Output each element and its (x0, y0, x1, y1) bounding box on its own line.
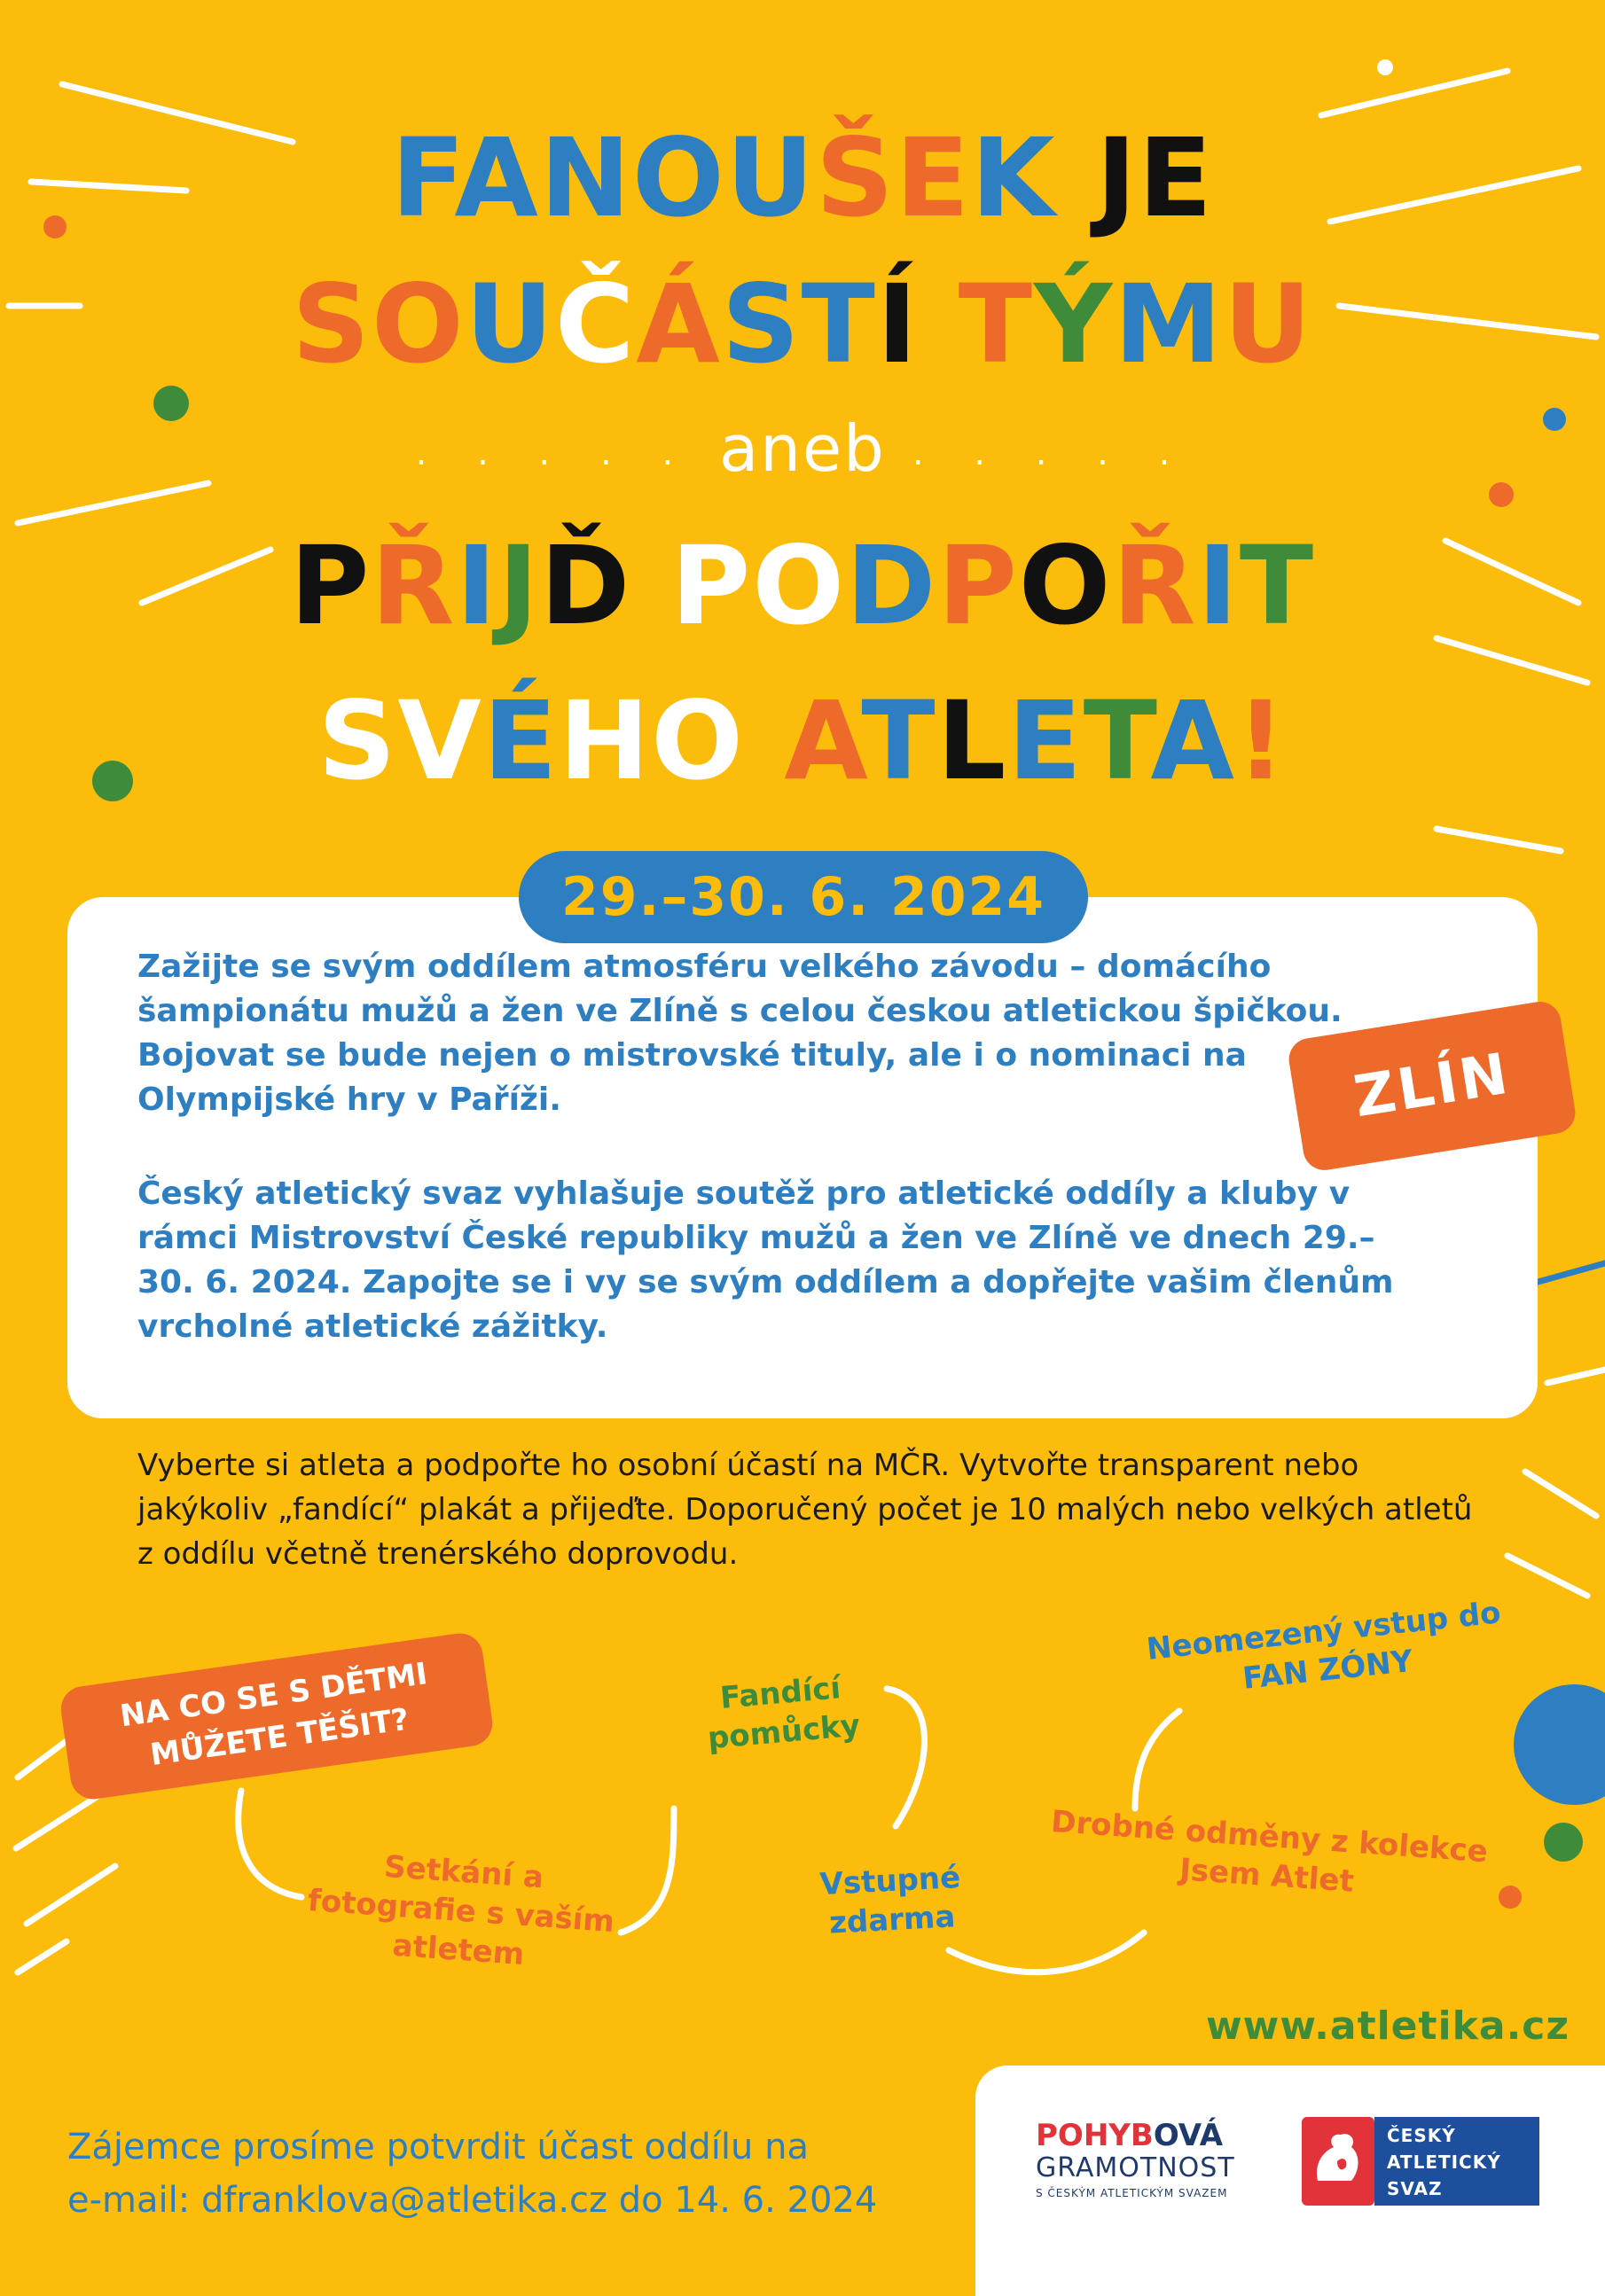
headline-letter: SV (317, 678, 483, 804)
benefit-fan-zone: Neomezený vstup do FAN ZÓNY (1145, 1595, 1503, 1697)
headline-letter: I (456, 523, 498, 649)
connector-dots-right: . . . . . (912, 433, 1190, 474)
headline-letter: P (631, 523, 753, 649)
cas-line-2: ATLETICKÝ (1387, 2152, 1501, 2173)
headline-letter: Ď (540, 523, 632, 649)
headline-letter: E (895, 115, 972, 241)
headline-connector (0, 411, 1605, 486)
headline-letter: U (465, 262, 555, 387)
headline-letter: O (1018, 523, 1113, 649)
cas-line-3: SVAZ (1387, 2178, 1443, 2199)
pg-logo-title (1036, 2119, 1266, 2152)
headline-letter: A (744, 678, 862, 804)
headline-letter: M (1114, 262, 1224, 387)
footer-line-2: e-mail: dfranklova@atletika.cz do 14. 6. 2024 (67, 2180, 878, 2221)
headline-letter: Ý (1034, 262, 1115, 387)
headline-letter: P (289, 523, 372, 649)
lion-icon (1302, 2117, 1374, 2206)
pg-logo-subtitle: GRAMOTNOST (1036, 2152, 1235, 2183)
headline-line-1 (0, 115, 1605, 241)
headline-letter: Ř (1112, 523, 1198, 649)
headline-letter: E (1007, 678, 1084, 804)
headline-letter: ST (721, 262, 877, 387)
headline-letter: K (971, 115, 1057, 241)
headline-letter: D (846, 523, 938, 649)
pg-word-1: POHYB (1036, 2118, 1154, 2153)
headline-letter: O (752, 523, 847, 649)
benefits-badge: NA CO SE S DĚTMI MŮŽETE TĚŠIT? (58, 1630, 495, 1802)
headline-letter: I (1197, 523, 1240, 649)
headline-letter: J (497, 523, 541, 649)
location-sign: ZLÍN (1286, 999, 1578, 1174)
headline-letter: L (936, 678, 1008, 804)
headline-word: FAN (391, 115, 633, 241)
headline-letter: T (919, 262, 1034, 387)
card-paragraph-1: Zažijte se svým oddílem atmosféru velkého závodu – domácího šampionátu mužů a žen ve Zlíně s celou českou atletickou špičkou. Bojovat se bude nejen o mistrovské tituly, ale i o nominaci na Olympijské hry v Paříži. (137, 949, 1343, 1118)
pg-word-2: OVÁ (1153, 2118, 1224, 2153)
headline-letter: HO (559, 678, 745, 804)
footer-contact (67, 2120, 998, 2227)
date-pill: 29.–30. 6. 2024 (519, 851, 1088, 943)
info-paragraph: Vyberte si atleta a podpořte ho osobní účastí na MČR. Vytvořte transparent nebo jakýkoliv „fandící“ plakát a přijeďte. Doporučený počet je 10 malých nebo velkých atletů z oddílu včetně trenérského doprovodu. (137, 1448, 1473, 1572)
cesky-atleticky-svaz-logo (1302, 2117, 1541, 2206)
cas-logo-text (1387, 2122, 1538, 2202)
footer-line-1: Zájemce prosíme potvrdit účast oddílu na (67, 2127, 809, 2167)
headline-line-2 (0, 262, 1605, 387)
pohybova-gramotnost-logo (1036, 2119, 1266, 2202)
cas-line-1: ČESKÝ (1387, 2125, 1456, 2146)
benefit-rewards: Drobné odměny z kolekce Jsem Atlet (1050, 1803, 1490, 1900)
headline-letter: T (1083, 678, 1151, 804)
headline-line-3 (0, 523, 1605, 649)
headline-letter: ! (1235, 678, 1288, 804)
headline-letter: OU (632, 115, 816, 241)
benefit-meet-athlete: Setkání a fotografie s vaším atletem (306, 1848, 616, 1973)
headline-letter: Č (554, 262, 637, 387)
connector-word: aneb (719, 411, 886, 486)
headline-letter: É (482, 678, 560, 804)
headline-letter: Ř (371, 523, 457, 649)
headline-word: JE (1056, 115, 1214, 241)
lion-emblem-icon (1302, 2117, 1374, 2206)
headline-letter: T (861, 678, 937, 804)
benefit-fan-items: Fandící pomůcky (706, 1670, 862, 1757)
headline-line-4 (0, 678, 1605, 804)
headline-letter: Á (636, 262, 722, 387)
pg-logo-tagline: S ČESKÝM ATLETICKÝM SVAZEM (1036, 2187, 1228, 2199)
website-link[interactable]: www.atletika.cz (1206, 2003, 1570, 2049)
headline-letter: T (1239, 523, 1316, 649)
headline-letter: U (1223, 262, 1313, 387)
headline-letter: P (937, 523, 1019, 649)
headline-letter: SO (292, 262, 466, 387)
card-paragraph-2: Český atletický svaz vyhlašuje soutěž pro atletické oddíly a kluby v rámci Mistrovství České republiky mužů a žen ve Zlíně ve dnech 29.–30. 6. 2024. Zapojte se i vy se svým oddílem a dopřejte vašim členům vrcholné atletické zážitky. (137, 1175, 1394, 1345)
connector-dots-left: . . . . . (415, 433, 693, 474)
benefit-free-entry: Vstupné zdarma (818, 1859, 962, 1941)
headline-letter: Š (815, 115, 896, 241)
headline-letter: A (1150, 678, 1236, 804)
headline-letter: Í (876, 262, 920, 387)
